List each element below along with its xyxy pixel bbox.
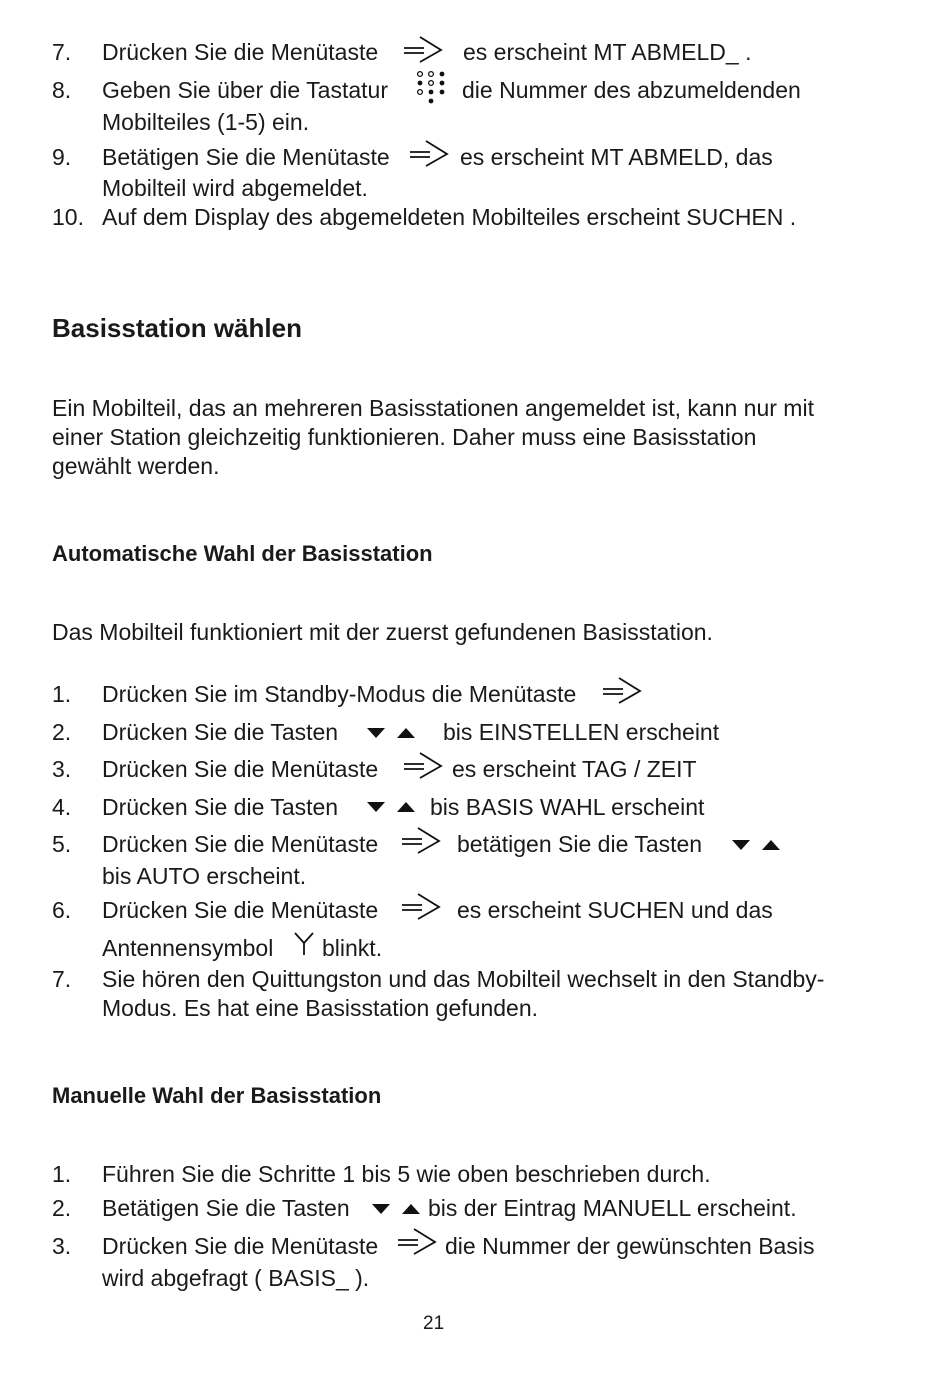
list-number: 9. bbox=[52, 144, 72, 170]
keypad-icon bbox=[414, 70, 448, 106]
list-item-text: Drücken Sie die Menütaste bbox=[102, 1233, 379, 1259]
list-item-text: Antennensymbol bbox=[102, 935, 274, 961]
list-item-text: die Nummer des abzumeldenden bbox=[462, 77, 801, 103]
list-item-text: blinkt. bbox=[322, 935, 383, 961]
list-item-text: Geben Sie über die Tastatur bbox=[102, 77, 388, 103]
list-item-text: Auf dem Display des abgemeldeten Mobilteiles erscheint SUCHEN . bbox=[102, 204, 797, 230]
list-item-text: Drücken Sie die Menütaste bbox=[102, 897, 379, 923]
list-item-text: es erscheint MT ABMELD_ . bbox=[463, 39, 752, 65]
list-number: 2. bbox=[52, 1195, 72, 1221]
list-number: 7. bbox=[52, 966, 72, 992]
menu-arrow-icon bbox=[402, 750, 444, 780]
list-item-text: Mobilteiles (1-5) ein. bbox=[102, 109, 310, 135]
down-up-arrows-icon bbox=[370, 1199, 424, 1217]
list-item-text: Sie hören den Quittungston und das Mobilteil wechselt in den Standby- bbox=[102, 966, 825, 992]
menu-arrow-icon bbox=[402, 34, 444, 64]
list-item-text: Betätigen Sie die Menütaste bbox=[102, 144, 390, 170]
menu-arrow-icon bbox=[396, 1226, 438, 1256]
subsection-heading: Automatische Wahl der Basisstation bbox=[52, 541, 433, 566]
paragraph-line: einer Station gleichzeitig funktionieren. Daher muss eine Basisstation bbox=[52, 424, 757, 450]
page-number: 21 bbox=[423, 1313, 445, 1334]
list-item-text: es erscheint MT ABMELD, das bbox=[460, 144, 773, 170]
list-item-text: Betätigen Sie die Tasten bbox=[102, 1195, 350, 1221]
list-number: 3. bbox=[52, 1233, 72, 1259]
menu-arrow-icon bbox=[601, 675, 643, 705]
list-number: 7. bbox=[52, 39, 72, 65]
list-item-text: Drücken Sie die Menütaste bbox=[102, 831, 379, 857]
list-number: 1. bbox=[52, 681, 72, 707]
list-item-text: Führen Sie die Schritte 1 bis 5 wie oben beschrieben durch. bbox=[102, 1161, 711, 1187]
menu-arrow-icon bbox=[400, 891, 442, 921]
section-heading: Basisstation wählen bbox=[52, 313, 302, 343]
down-up-arrows-icon bbox=[365, 723, 419, 741]
subsection-heading: Manuelle Wahl der Basisstation bbox=[52, 1083, 382, 1108]
list-item-text: Mobilteil wird abgemeldet. bbox=[102, 175, 368, 201]
list-item-text: die Nummer der gewünschten Basis bbox=[445, 1233, 815, 1259]
list-item-text: betätigen Sie die Tasten bbox=[457, 831, 703, 857]
list-item-text: Drücken Sie im Standby-Modus die Menütaste bbox=[102, 681, 577, 707]
down-up-arrows-icon bbox=[730, 835, 784, 853]
list-number: 2. bbox=[52, 719, 72, 745]
list-item-text: Drücken Sie die Menütaste bbox=[102, 39, 379, 65]
list-item-text: bis EINSTELLEN erscheint bbox=[443, 719, 720, 745]
paragraph-line: Ein Mobilteil, das an mehreren Basisstationen angemeldet ist, kann nur mit bbox=[52, 395, 814, 421]
list-number: 10. bbox=[52, 204, 84, 230]
list-item-text: bis BASIS WAHL erscheint bbox=[430, 794, 705, 820]
list-item-text: es erscheint TAG / ZEIT bbox=[452, 756, 697, 782]
list-item-text: Drücken Sie die Tasten bbox=[102, 794, 339, 820]
down-up-arrows-icon bbox=[365, 797, 419, 815]
list-item-text: bis der Eintrag MANUELL erscheint. bbox=[428, 1195, 797, 1221]
list-number: 8. bbox=[52, 77, 72, 103]
paragraph-line: Das Mobilteil funktioniert mit der zuerst gefundenen Basisstation. bbox=[52, 619, 713, 645]
list-number: 5. bbox=[52, 831, 72, 857]
list-number: 3. bbox=[52, 756, 72, 782]
list-item-text: Drücken Sie die Menütaste bbox=[102, 756, 379, 782]
list-item-text: bis AUTO erscheint. bbox=[102, 863, 307, 889]
list-item-text: Drücken Sie die Tasten bbox=[102, 719, 339, 745]
menu-arrow-icon bbox=[400, 825, 442, 855]
menu-arrow-icon bbox=[408, 138, 450, 168]
list-item-text: es erscheint SUCHEN und das bbox=[457, 897, 773, 923]
list-item-text: Modus. Es hat eine Basisstation gefunden. bbox=[102, 995, 539, 1021]
list-number: 4. bbox=[52, 794, 72, 820]
list-number: 6. bbox=[52, 897, 72, 923]
list-number: 1. bbox=[52, 1161, 72, 1187]
paragraph-line: gewählt werden. bbox=[52, 453, 220, 479]
list-item-text: wird abgefragt ( BASIS_ ). bbox=[102, 1265, 370, 1291]
antenna-icon bbox=[292, 931, 316, 957]
